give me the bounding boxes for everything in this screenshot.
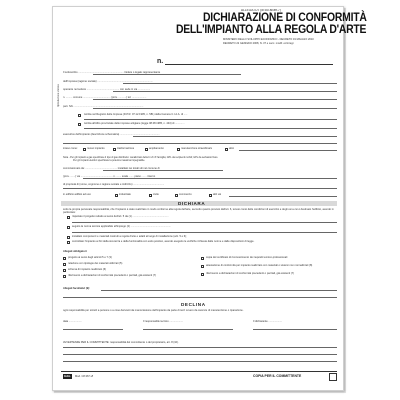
- componenti-checkbox[interactable]: [67, 236, 70, 239]
- allegato-schema-checkbox[interactable]: [63, 269, 66, 272]
- dichiara-item-3: installato componenti e materiali costruiti a regola d'arte e adatti al luogo di installazione (artt. 5 e 6);: [72, 235, 187, 238]
- manutenzione-label: manutenzione straordinaria: [181, 147, 213, 150]
- form-line-6: iscritta nel Registro delle Imprese (D.P.R. 07.12.1995, n. 581) della Camera C.I.A.A. di .....: [84, 113, 188, 116]
- footer-line-1: [63, 347, 337, 348]
- dichiarante-signature[interactable]: [253, 329, 337, 330]
- ministry-line2: DECRETO 22 GENNAIO 2008, N. 37 e succ. modif. ed integr.: [223, 42, 295, 45]
- allegati-facoltativi-label: Allegati facoltativi (9):: [63, 287, 90, 290]
- allegato-left-4: riferimento a dichiarazioni di conformità precedenti o parziali, già esistenti (7): [68, 274, 157, 277]
- form-code: Mod. C8.367.s5: [75, 375, 94, 378]
- dichiara-item-2: seguito la norma tecnica applicabile all'impiego (2) ........................................................: [72, 225, 171, 228]
- uso-civile-label: civile: [153, 193, 159, 196]
- allegato-left-3: schema di impianto realizzato (6): [68, 268, 107, 271]
- uso-industriale-label: industriale: [119, 193, 131, 196]
- uso-altri-checkbox[interactable]: [209, 194, 212, 197]
- form-line-2: dell'impresa (ragione sociale) .............................................................................: [63, 80, 153, 83]
- copy-label: COPIA PER IL COMMITTENTE: [253, 374, 302, 378]
- registro-imprese-checkbox[interactable]: [78, 114, 81, 117]
- responsabile-label: Il responsabile tecnico ...................: [143, 320, 184, 323]
- footer-warning: AVVERTENZE PER IL COMMITTENTE: responsabilità del committente o del proprietario, art. 8 (10).: [63, 341, 179, 344]
- altro-label: altro: [229, 147, 235, 150]
- name-field[interactable]: [93, 74, 241, 75]
- declina-text: ogni responsabilità per sinistri a persone o a cose derivanti da manomissione dell'impianto da parte di terzi ovvero da carenze di manutenzione o riparazione.: [63, 309, 244, 312]
- registro-field[interactable]: [84, 119, 337, 120]
- allegato-riferimento-2-checkbox[interactable]: [201, 273, 204, 276]
- form-line-1: Il sottoscritto ............................................................... titolare o legale rappresentante: [63, 71, 161, 74]
- sector-field[interactable]: [113, 91, 337, 92]
- dichiarante-label: Il dichiarante ...................: [253, 320, 283, 323]
- norma-checkbox[interactable]: [67, 226, 70, 229]
- uso-altri-field[interactable]: [229, 196, 337, 197]
- uso-altri-label: altri usi: [213, 193, 222, 196]
- form-line-13: (prov. .......) via ............................................ n. ....... scala ....... piano ....... interno: [63, 175, 156, 178]
- allegato-label: ALLEGATO I (di cui all'art.7): [241, 9, 281, 12]
- uso-commercio-checkbox[interactable]: [175, 194, 178, 197]
- trasformazione-label: trasformazione: [117, 147, 135, 150]
- facoltativi-field-2[interactable]: [63, 297, 337, 298]
- dichiara-item-4: controllato l'impianto ai fini della sicurezza e della funzionalità con esito positivo, avendo eseguito le verifiche richieste dalle norme e dalle disposizioni di legge.: [72, 240, 255, 243]
- altro-field[interactable]: [239, 150, 337, 151]
- owner-field[interactable]: [63, 188, 337, 189]
- manutenzione-checkbox[interactable]: [177, 148, 180, 151]
- date-field[interactable]: [63, 329, 123, 330]
- altro-checkbox[interactable]: [225, 148, 228, 151]
- ministry-line1: MINISTERO DELLO SVILUPPO ECONOMICO - DECRETO 19 MAGGIO 2010: [223, 38, 314, 41]
- ampliamento-checkbox[interactable]: [145, 148, 148, 151]
- date-label: data ...................: [63, 320, 83, 323]
- document-title-line1: DICHIARAZIONE DI CONFORMITÀ: [203, 12, 367, 25]
- note-electric: Per gli impianti elettrici specificare la potenza massima impegnabile.: [73, 159, 146, 162]
- uso-civile-checkbox[interactable]: [149, 194, 152, 197]
- impianto-description-field[interactable]: [133, 136, 337, 137]
- ampliamento-label: ampliamento: [149, 147, 164, 150]
- document-title-line2: DELL'IMPIANTO ALLA REGOLA D'ARTE: [176, 24, 367, 37]
- norma-field[interactable]: [72, 232, 337, 233]
- form-line-14: di proprietà di (nome, cognome o ragione sociale e indirizzo) ...........................................: [63, 183, 165, 186]
- uso-label: in edificio adibito ad uso:: [63, 193, 92, 196]
- number-field[interactable]: [165, 64, 333, 65]
- vat-field[interactable]: [93, 108, 337, 109]
- number-label: n.: [157, 58, 164, 65]
- nuovo-impianto-label: nuovo impianto: [87, 147, 105, 150]
- facoltativi-field[interactable]: [101, 290, 337, 291]
- albo-field[interactable]: [84, 128, 337, 129]
- progetto-field[interactable]: [72, 222, 337, 223]
- allegato-progetto-checkbox[interactable]: [63, 257, 66, 260]
- allegato-relazione-checkbox[interactable]: [63, 263, 66, 266]
- allegato-right-2: attestazione di conformità per impianto realizzato con materiali o sistemi non normalizzati (8): [206, 264, 313, 267]
- publisher-logo: Ediz.: [64, 374, 71, 378]
- address-field[interactable]: [93, 99, 337, 100]
- note-gas: Nota - Per gli impianti a gas specificare il tipo di gas distribuito: canalizzato della 1ª-2ª-3ª famiglia; GPL da recipienti mobili; GPL da serbatoio fisso.: [63, 156, 219, 159]
- trasformazione-checkbox[interactable]: [113, 148, 116, 151]
- form-line-3: operante nel settore ............................................. con sede in via .................: [63, 88, 151, 91]
- form-sheet: [52, 6, 367, 391]
- form-line-7: iscritta all'Albo provinciale delle imprese artigiane (legge 08.08.1985, n. 443) di .............: [84, 122, 185, 125]
- responsabile-signature[interactable]: [143, 329, 233, 330]
- dichiara-item-1: rispettato il progetto redatto ai sensi dell'art. 5 da (1) ..................................................: [72, 215, 169, 218]
- inteso-come-label: inteso come:: [63, 147, 78, 150]
- committente-field[interactable]: [103, 170, 223, 171]
- side-note: riproduzione vietata: [57, 84, 60, 107]
- allegati-obbligatori-label: Allegati obbligatori:: [63, 250, 88, 253]
- form-line-4: n. ......... comune ...................................... (prov. ...........) tel. ....................: [63, 96, 147, 99]
- company-field[interactable]: [123, 83, 337, 84]
- allegato-right-1: copia del certificato di riconoscimento dei requisiti tecnico-professionali: [206, 256, 288, 259]
- progetto-checkbox[interactable]: [67, 216, 70, 219]
- impianto-description-field-2[interactable]: [63, 143, 337, 144]
- dichiara-title: DICHIARA: [178, 201, 206, 206]
- nuovo-impianto-checkbox[interactable]: [83, 148, 86, 151]
- footer-line-2: [63, 354, 337, 355]
- allegato-right-3: riferimento a dichiarazioni di conformità precedenti o parziali, già esistenti (7): [206, 272, 295, 275]
- location-field[interactable]: [83, 178, 337, 179]
- uso-commercio-label: commercio: [179, 193, 192, 196]
- allegato-left-1: progetto ai sensi degli articoli 5 e 7 (3): [68, 256, 112, 259]
- form-line-5: part. IVA .................................................................................................: [63, 105, 144, 108]
- footer-line-3: [63, 361, 337, 362]
- controllato-checkbox[interactable]: [67, 241, 70, 244]
- declina-title: DECLINA: [181, 302, 206, 307]
- allegato-left-2: relazione con tipologie dei materiali utilizzati (5): [68, 262, 123, 265]
- dichiara-intro: sotto la propria personale responsabilità, che l'impianto è stato realizzato in modo conforme alla regola dell'arte, secondo quanto previsto dall'art. 6, tenuto conto delle condizioni di esercizio e degli usi a cui è destinato l'edificio, avendo in particolare:: [63, 208, 334, 214]
- uso-industriale-checkbox[interactable]: [115, 194, 118, 197]
- allegato-certificato-checkbox[interactable]: [201, 257, 204, 260]
- footer-rule: [61, 371, 337, 372]
- copy-box: [329, 373, 337, 381]
- form-line-8: esecutrice dell'impianto (descrizione schematica) .......................................................: [63, 133, 160, 136]
- allegato-attestazione-checkbox[interactable]: [201, 265, 204, 268]
- allegato-riferimento-checkbox[interactable]: [63, 275, 66, 278]
- form-line-12: commissionato da: ............................................ installato nei locali siti nel comune di: [63, 167, 160, 170]
- albo-artigiani-checkbox[interactable]: [78, 123, 81, 126]
